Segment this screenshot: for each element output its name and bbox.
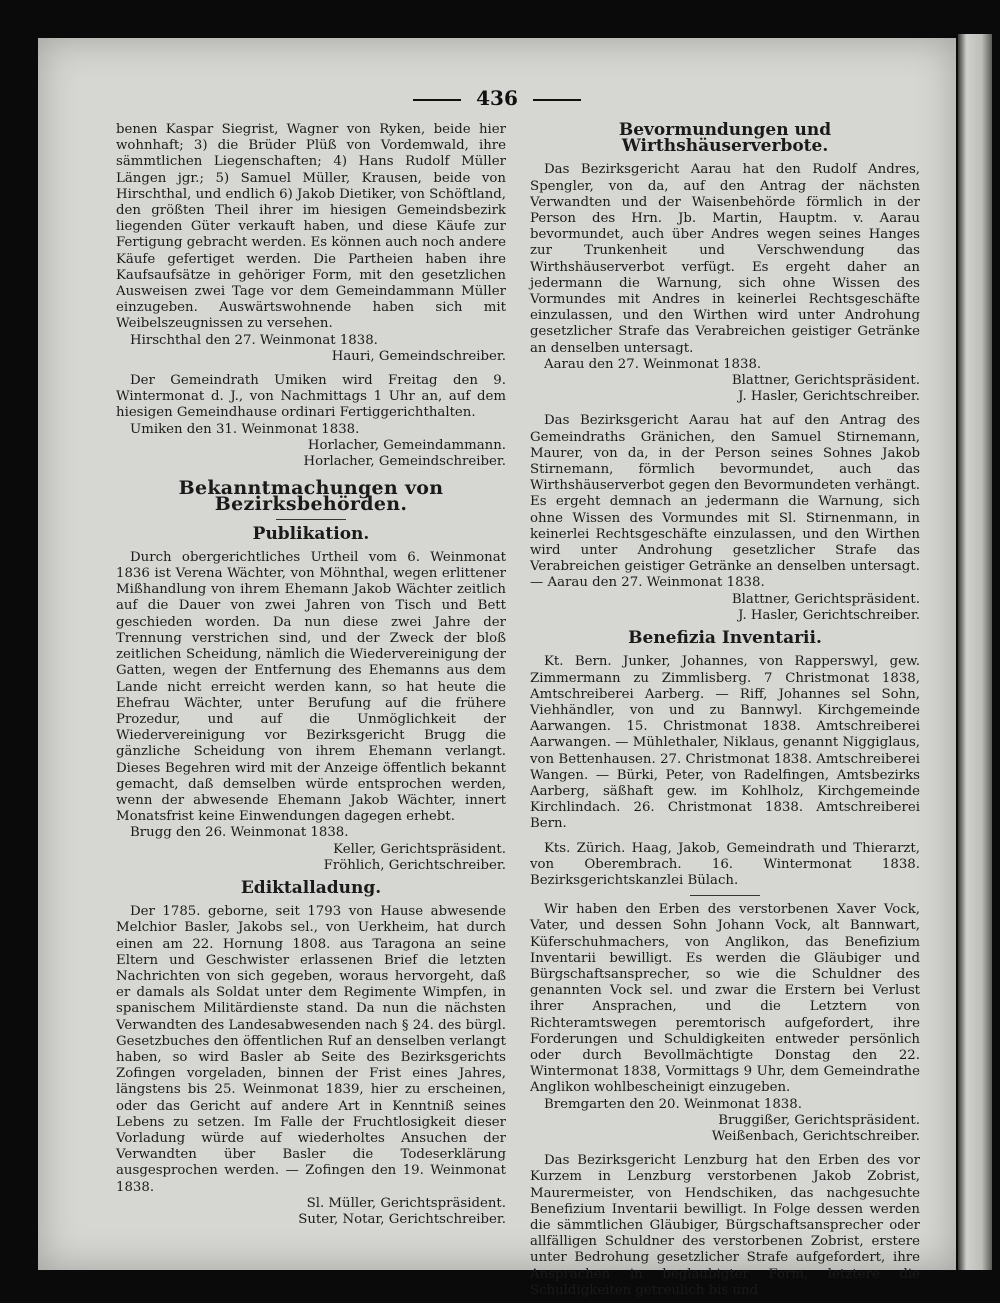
benefizia-title: Benefizia Inventarii. bbox=[628, 628, 822, 649]
ediktalladung-signature-2: Suter, Notar, Gerichtschreiber. bbox=[298, 1212, 506, 1227]
vock-date: Bremgarten den 20. Weinmonat 1838. bbox=[544, 1096, 802, 1112]
intro-signature: Hauri, Gemeindschreiber. bbox=[331, 348, 506, 364]
vock-signature-1: Bruggißer, Gerichtspräsident. bbox=[718, 1112, 920, 1128]
umiken-signature-1: Horlacher, Gemeindammann. bbox=[307, 437, 506, 453]
publikation-title: Publikation. bbox=[252, 523, 370, 544]
stirnemann-signature-2: J. Hasler, Gerichtschreiber. bbox=[738, 607, 920, 623]
vock-notice: Wir haben den Erben des verstorbenen Xaver Vock, Vater, und dessen Sohn Johann Vock, alt Bannwart, Küferschuhmachers, von Anglikon, das Benefizium Inventarii bewilligt. Es werden die Gläubiger und Bürgschaftsansprecher, so wie die Schuldner des genannten Vock sel. und zwar die Erstern bei Verlust ihrer Ansprachen, und die Letztern von Richteramtswegen peremtorisch aufgefordert, ihre Forderungen und Schuldigkeiten entweder persönlich oder durch Bevollmächtigte Donstag den 22. Wintermonat 1838, Vormittags 9 Uhr, dem Gemeindrathe Anglikon wohlbescheinigt einzugeben. bbox=[530, 902, 920, 1096]
ediktalladung-text: Der 1785. geborne, seit 1793 von Hause abwesende Melchior Basler, Jakobs sel., von Uerkheim, hat durch einen am 22. Hornung 1808. aus Taragona an seine Eltern und Geschwister erlassenen Brief die letzten Nachrichten von sich gegeben, woraus hervorgeht, daß er damals als Soldat unter dem Regimente Wimpfen, in spanischem Militärdienste stand. Da nun die nächsten Verwandten des Landesabwesenden nach § 24. des bürgl. Gesetzbuches den öffentlichen Ruf an denselben verlangt haben, so wird Basler ab Seite des Bezirksgerichts Zofingen vorgeladen, binnen der Frist eines Jahres, längstens bis 25. Weinmonat 1839, hier zu erscheinen, oder das Gericht auf andere Art in Kenntniß seines Lebens zu setzen. Im Falle der Fruchtlosigkeit dieser Vorladung würde auf wiederholtes Ansuchen der Verwandten über Basler die Todeserklärung ausgesprochen werden. — Zofingen den 19. Weinmonat 1838. bbox=[116, 904, 506, 1195]
page-number: 436 bbox=[476, 86, 518, 110]
next-page-edge bbox=[958, 34, 992, 1270]
newspaper-page bbox=[38, 38, 956, 1298]
section-title: Bekanntmachungen von Bezirksbehörden. bbox=[178, 477, 444, 516]
ediktalladung-signature-1: Sl. Müller, Gerichtspräsident. bbox=[306, 1195, 506, 1211]
bevormundungen-title: Bevormundungen und Wirthshäuserverbote. bbox=[618, 120, 832, 157]
header-rule-right bbox=[533, 99, 581, 101]
intro-notice: benen Kaspar Siegrist, Wagner von Ryken, beide hier wohnhaft; 3) die Brüder Plüß von Vordemwald, ihre sämmtlichen Liegenschaften; 4) Hans Rudolf Müller Längen jgr.; 5) Samuel Müller, Krausen, beide von Hirschthal, und endlich 6) Jakob Dietiker, von Schöftland, den größten Theil ihrer im hiesigen Gemeindsbezirk liegenden Güter verkauft haben, und diese Käufe zur Fertigung gebracht werden. Es können auch noch andere Käufe gefertiget werden. Die Partheien haben ihre Kaufsaufsätze in gehöriger Form, mit den gesetzlichen Ausweisen zwei Tage vor dem Gemeindammann Müller einzugeben. Auswärtswohnende haben sich mit Weibelszeugnissen zu versehen. bbox=[116, 122, 506, 332]
andres-date: Aarau den 27. Weinmonat 1838. bbox=[544, 356, 762, 372]
right-column bbox=[530, 122, 920, 1299]
vock-signature-2: Weißenbach, Gerichtschreiber. bbox=[711, 1128, 920, 1144]
header-rule-left bbox=[413, 99, 461, 101]
publikation-date: Brugg den 26. Weinmonat 1838. bbox=[130, 825, 349, 841]
andres-signature-1: Blattner, Gerichtspräsident. bbox=[731, 373, 920, 389]
zuerich-notice: Kts. Zürich. Haag, Jakob, Gemeindrath und Thierarzt, von Oberembrach. 16. Wintermonat 1838. Bezirksgerichtskanzlei Bülach. bbox=[530, 840, 920, 888]
section-rule bbox=[276, 519, 346, 520]
zobrist-notice: Das Bezirksgericht Lenzburg hat den Erben des vor Kurzem in Lenzburg verstorbenen Jakob Zobrist, Maurermeister, von Hendschiken, das nachgesuchte Benefizium Inventarii bewilligt. In Folge dessen werden die sämmtlichen Gläubiger, Bürgschaftsansprecher oder allfälligen Schuldner des verstorbenen Zobrist, erstere unter Bedrohung gesetzlicher Strafe aufgefordert, ihre Ansprachen in beglaubigter Form, letztere die Schuldigkeiten getreulich bis und bbox=[530, 1153, 920, 1298]
publikation-signature-2: Fröhlich, Gerichtschreiber. bbox=[323, 857, 506, 873]
umiken-date: Umiken den 31. Weinmonat 1838. bbox=[130, 421, 360, 437]
ediktalladung-title: Ediktalladung. bbox=[240, 877, 382, 898]
page-header bbox=[38, 86, 956, 110]
publikation-text: Durch obergerichtliches Urtheil vom 6. Weinmonat 1836 ist Verena Wächter, von Möhnthal, wegen erlittener Mißhandlung von ihrem Ehemann Jakob Wächter zeitlich auf die Dauer von zwei Jahren von Tisch und Bett geschieden worden. Da nun diese zwei Jahre der Trennung verstrichen sind, und der Zweck der bloß zeitlichen Scheidung, nämlich die Wiedervereinigung der Gatten, wegen der Entfernung des Ehemanns aus dem Lande nicht erreicht werden kann, so hat heute die Ehefrau Wächter, unter Berufung auf die frühere Prozedur, und auf die Unmöglichkeit der Wiedervereinigung vor Bezirksgericht Brugg die gänzliche Scheidung von ihrem Ehemann verlangt. Dieses Begehren wird mit der Anzeige öffentlich bekannt gemacht, daß demselben würde entsprochen werden, wenn der abwesende Ehemann Jakob Wächter, innert Monatsfrist keine Einwendungen dagegen erhebt. bbox=[116, 549, 506, 825]
andres-notice: Das Bezirksgericht Aarau hat den Rudolf Andres, Spengler, von da, auf den Antrag der nächsten Verwandten und der Waisenbehörde förmlich in der Person des Hrn. Jb. Martin, Hauptm. v. Aarau bevormundet, auch über Andres wegen seines Hanges zur Trunkenheit und Verschwendung das Wirthshäuserverbot verfügt. Es ergeht daher an jedermann die Warnung, sich ohne Wissen des Vormundes mit Andres in keinerlei Rechtsgeschäfte einzulassen, und den Wirthen wird unter Androhung gesetzlicher Strafe das Verabreichen geistiger Getränke an denselben untersagt. bbox=[530, 162, 920, 356]
left-column bbox=[116, 122, 506, 1228]
bern-notice: Kt. Bern. Junker, Johannes, von Rapperswyl, gew. Zimmermann zu Zimmlisberg. 7 Christmonat 1838, Amtschreiberei Aarberg. — Riff, Johannes sel Sohn, Viehhändler, von und zu Bannwyl. Kirchgemeinde Aarwangen. 15. Christmonat 1838. Amtschreiberei Aarwangen. — Mühlethaler, Niklaus, genannt Niggiglaus, von Bettenhausen. 27. Christmonat 1838. Amtschreiberei Wangen. — Bürki, Peter, von Radelfingen, Amtsbezirks Aarberg, säßhaft gew. im Kohlholz, Kirchgemeinde Kirchlindach. 26. Christmonat 1838. Amtschreiberei Bern. bbox=[530, 654, 920, 832]
umiken-notice: Der Gemeindrath Umiken wird Freitag den 9. Wintermonat d. J., von Nachmittags 1 Uhr an, auf dem hiesigen Gemeindhause ordinari Fertiggerichthalten. bbox=[116, 373, 506, 421]
publikation-signature-1: Keller, Gerichtspräsident. bbox=[333, 841, 506, 857]
stirnemann-notice: Das Bezirksgericht Aarau hat auf den Antrag des Gemeindraths Gränichen, den Samuel Stirnemann, Maurer, von da, in der Person seines Sohnes Jakob Stirnemann, förmlich bevormundet, auch das Wirthshäuserverbot gegen den Bevormundeten verhängt. Es ergeht demnach an jedermann die Warnung, sich ohne Wissen des Vormundes mit Sl. Stirnenmann, in keinerlei Rechtsgeschäfte einzulassen, und den Wirthen wird unter Androhung gesetzlicher Strafe das Verabreichen geistiger Getränke an denselben untersagt. — Aarau den 27. Weinmonat 1838. bbox=[530, 413, 920, 591]
stirnemann-signature-1: Blattner, Gerichtspräsident. bbox=[731, 591, 920, 607]
intro-date: Hirschthal den 27. Weinmonat 1838. bbox=[130, 332, 378, 348]
separator-rule bbox=[690, 895, 760, 896]
andres-signature-2: J. Hasler, Gerichtschreiber. bbox=[738, 389, 920, 405]
umiken-signature-2: Horlacher, Gemeindschreiber. bbox=[303, 454, 506, 470]
